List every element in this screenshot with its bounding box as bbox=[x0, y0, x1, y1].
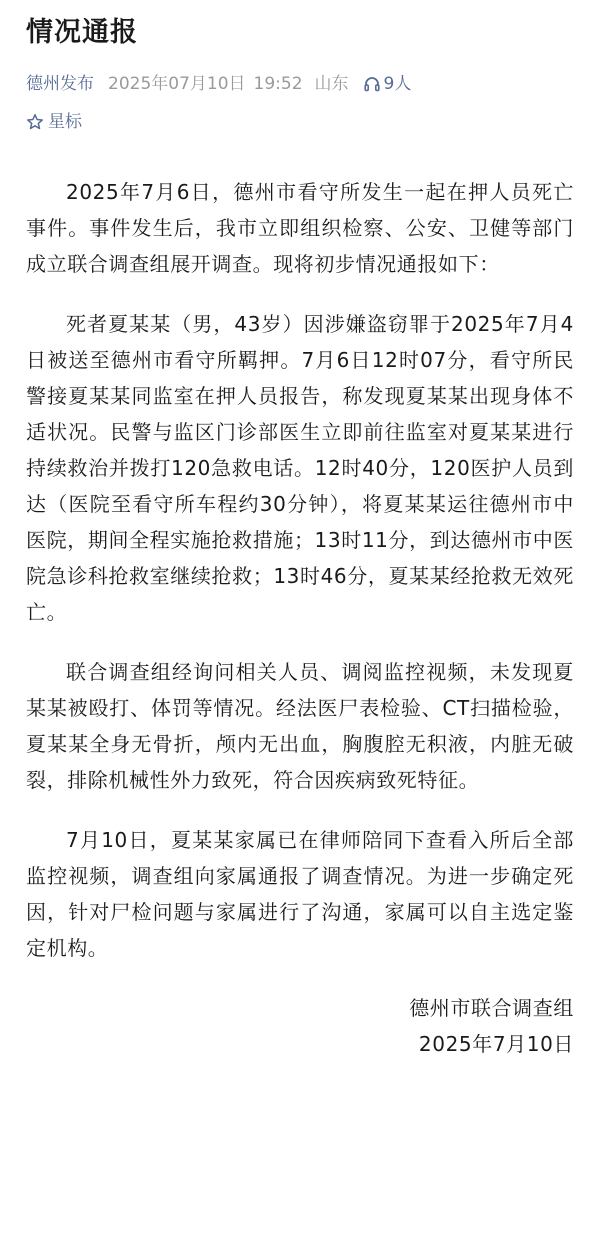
body-paragraph: 联合调查组经询问相关人员、调阅监控视频，未发现夏某某被殴打、体罚等情况。经法医尸表检验、CT扫描检验，夏某某全身无骨折，颅内无出血，胸腹腔无积液，内脏无破裂，排除机械性外力致死，符合因疾病致死特征。 bbox=[26, 660, 574, 792]
article-meta bbox=[26, 72, 574, 96]
listen-count-button[interactable] bbox=[363, 72, 412, 96]
publish-date: 2025年07月10日 bbox=[108, 74, 246, 94]
star-button[interactable] bbox=[26, 110, 574, 134]
signature-date: 2025年7月10日 bbox=[418, 1032, 574, 1056]
publish-time: 19:52 bbox=[253, 74, 303, 94]
body-paragraph: 7月10日，夏某某家属已在律师陪同下查看入所后全部监控视频，调查组向家属通报了调查情况。为进一步确定死因，针对尸检问题与家属进行了沟通，家属可以自主选定鉴定机构。 bbox=[26, 828, 574, 960]
signature-org: 德州市联合调查组 bbox=[409, 996, 574, 1020]
publish-region: 山东 bbox=[314, 74, 349, 94]
body-paragraph: 2025年7月6日，德州市看守所发生一起在押人员死亡事件。事件发生后，我市立即组织检察、公安、卫健等部门成立联合调查组展开调查。现将初步情况通报如下： bbox=[26, 180, 574, 276]
body-paragraph: 死者夏某某（男，43岁）因涉嫌盗窃罪于2025年7月4日被送至德州市看守所羁押。7月6日12时07分，看守所民警接夏某某同监室在押人员报告，称发现夏某某出现身体不适状况。民警与监区门诊部医生立即前往监室对夏某某进行持续救治并拨打120急救电话。12时40分，120医护人员到达（医院至看守所车程约30分钟），将夏某某运往德州市中医院，期间全程实施抢救措施；13时11分，到达德州市中医院急诊科抢救室继续抢救；13时46分，夏某某经抢救无效死亡。 bbox=[26, 312, 574, 624]
star-outline-icon bbox=[26, 113, 44, 131]
article-title: 情况通报 bbox=[26, 17, 138, 48]
headphones-icon bbox=[363, 75, 381, 93]
listen-count: 9人 bbox=[383, 74, 412, 94]
star-label: 星标 bbox=[48, 112, 82, 132]
account-name-link[interactable]: 德州发布 bbox=[26, 74, 94, 94]
article-body bbox=[26, 174, 574, 966]
signature-block bbox=[26, 990, 574, 1062]
